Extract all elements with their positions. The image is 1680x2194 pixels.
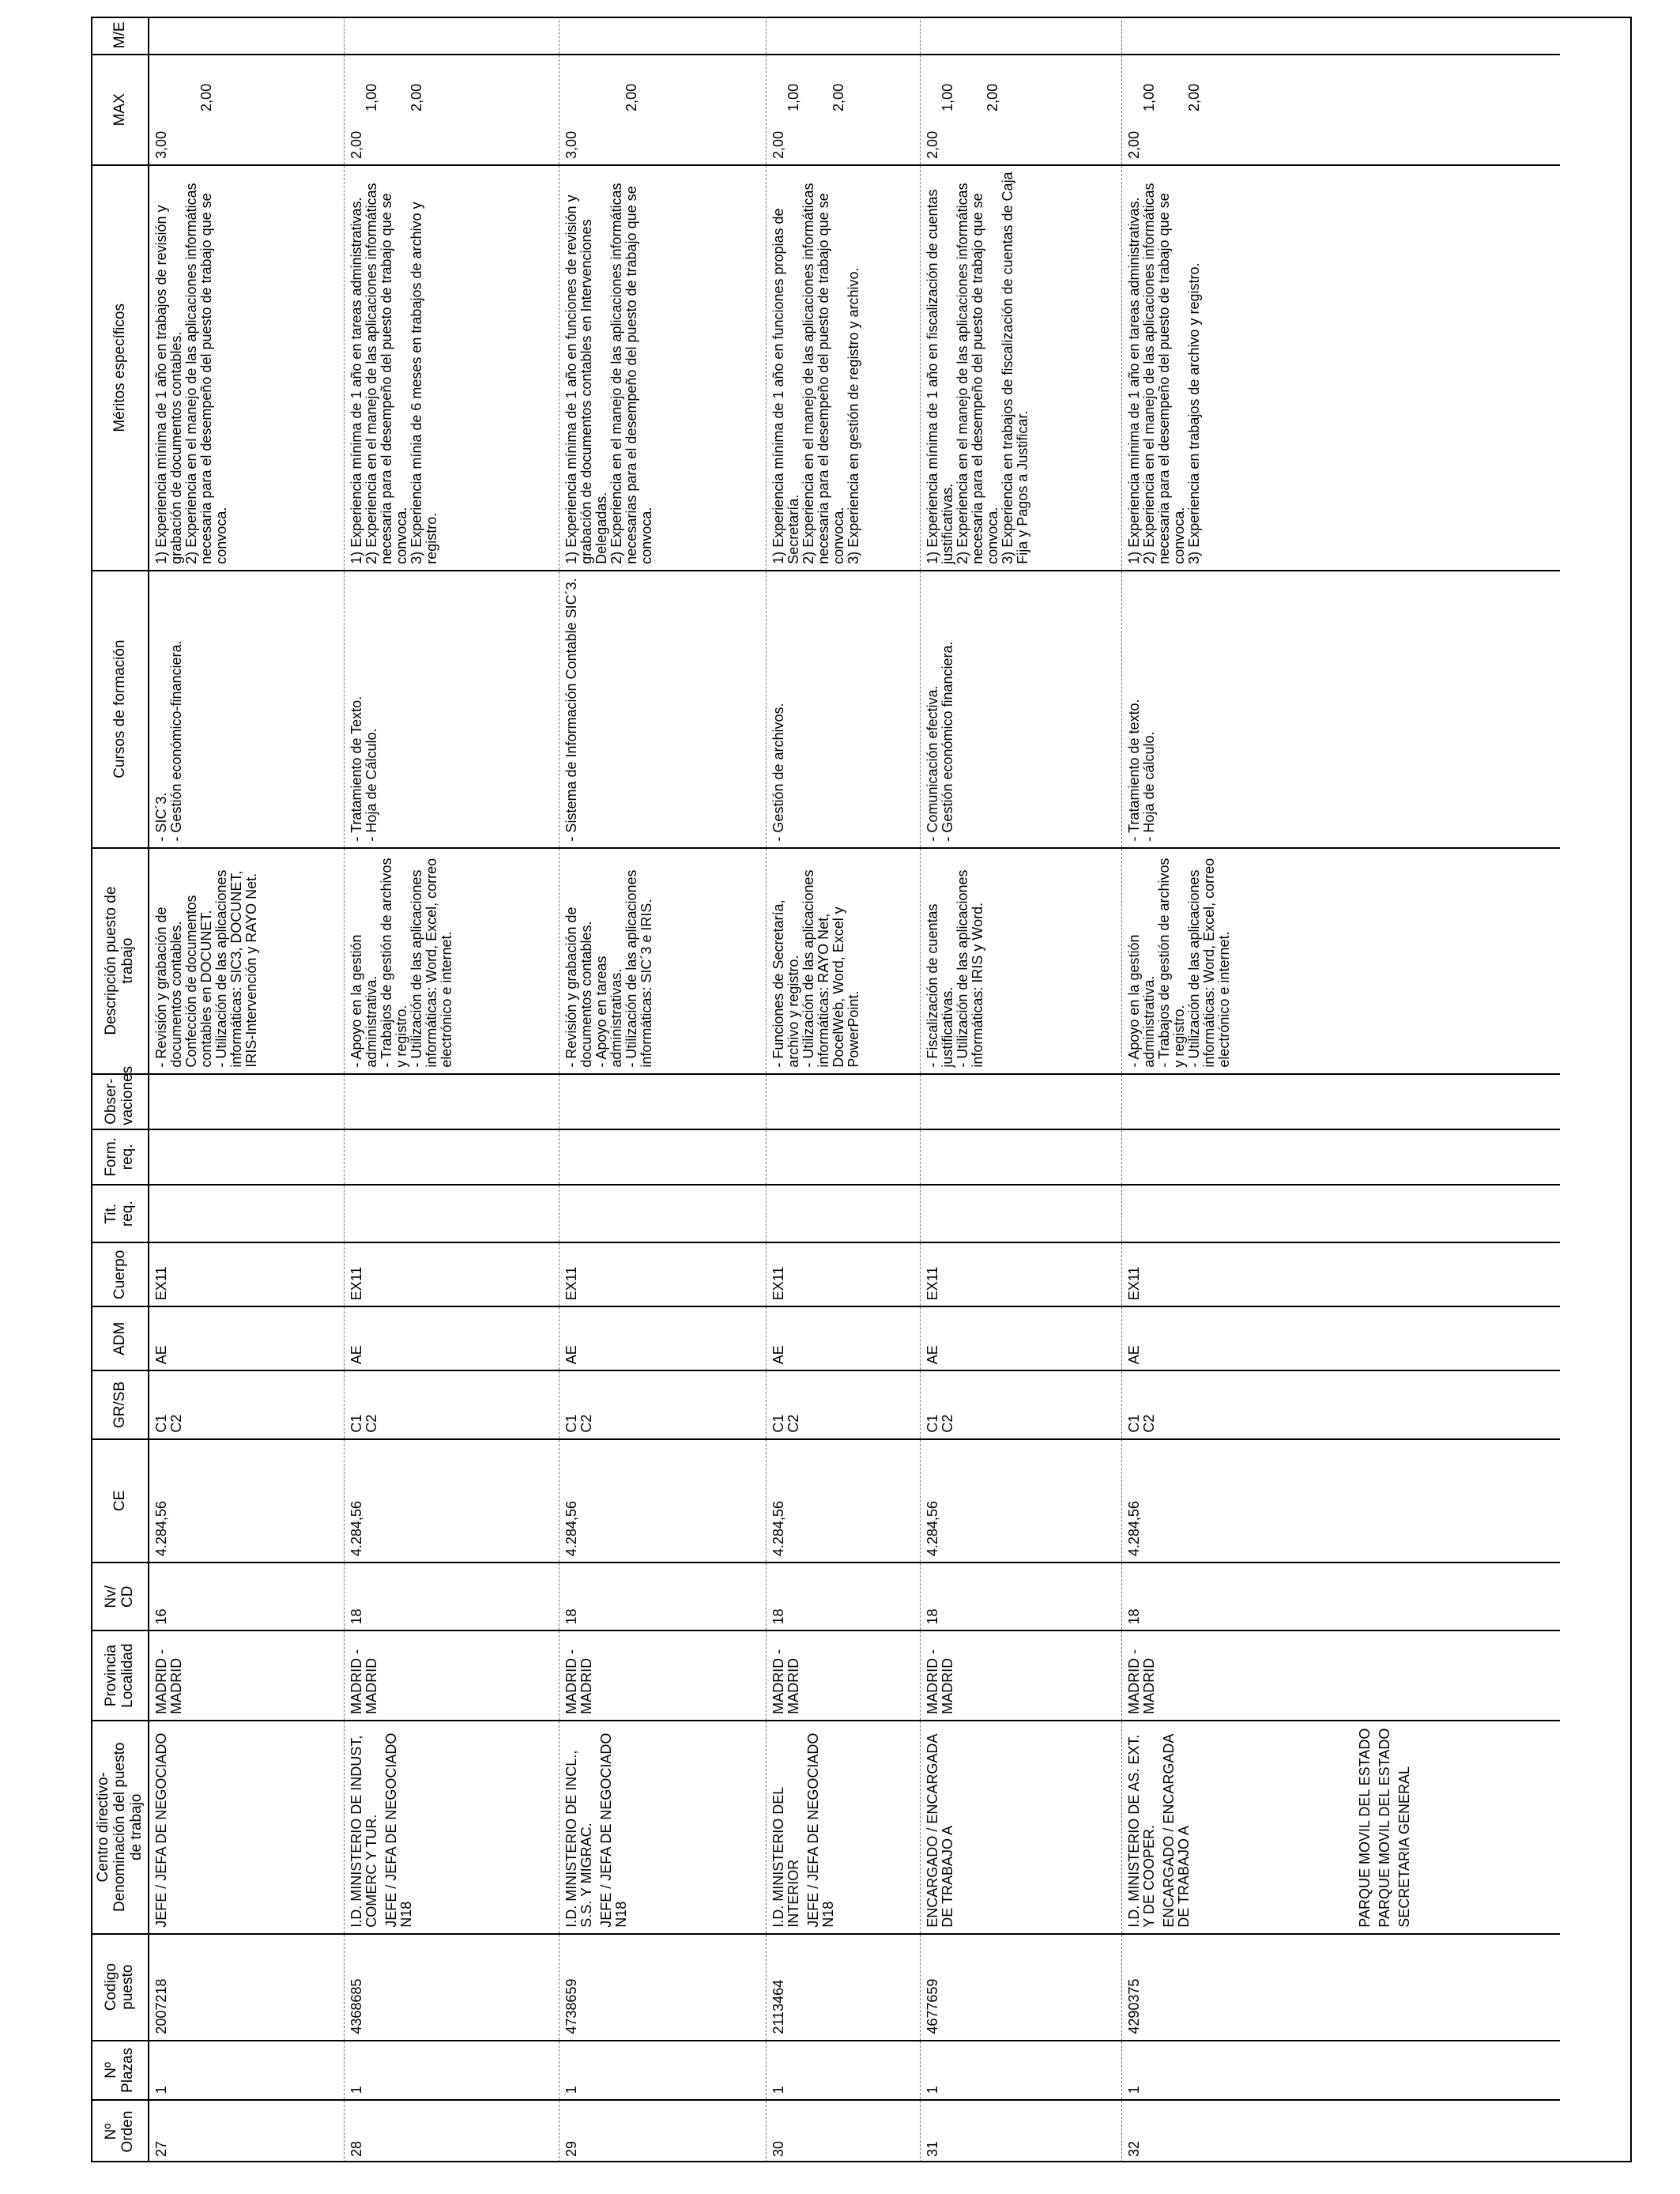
cursos-text: - Gestión de archivos.	[770, 703, 786, 842]
cell-adm	[559, 1306, 766, 1370]
grupo-value: C1 C2	[1125, 1414, 1157, 1433]
cell-cursos	[149, 571, 344, 848]
cell-plazas	[344, 2041, 559, 2101]
adm-value: AE	[924, 1345, 940, 1365]
max-value	[816, 61, 831, 159]
cell-centro	[559, 1721, 766, 1934]
cell-orden	[1121, 2100, 1560, 2162]
header-grupo: GR/SB	[91, 1370, 149, 1438]
header-ce: CE	[91, 1439, 149, 1563]
cell-ce	[766, 1439, 920, 1563]
max-value: 3,00	[563, 130, 579, 159]
max-value: 2,00	[623, 83, 639, 111]
plazas-value: 1	[924, 2086, 940, 2094]
header-tit: Tit. req.	[91, 1185, 149, 1242]
positions-table	[91, 17, 1560, 2162]
cell-provincia	[920, 1630, 1121, 1720]
cell-cuerpo	[920, 1242, 1121, 1306]
cell-tit	[344, 1185, 559, 1242]
cell-form	[1121, 1129, 1560, 1185]
extra-entity: SECRETARIA GENERAL	[1396, 1766, 1412, 1928]
cell-me	[1121, 17, 1560, 55]
cell-cuerpo	[1121, 1242, 1560, 1306]
cell-grupo	[344, 1370, 559, 1438]
cell-grupo	[559, 1370, 766, 1438]
cell-codigo	[920, 1934, 1121, 2041]
ce-value: 4.284,56	[563, 1501, 579, 1557]
cell-me	[559, 17, 766, 55]
puesto-name: JEFE / JEFA DE NEGOCIADO N18	[597, 1732, 629, 1928]
table-row	[149, 17, 344, 2162]
merito-text: 1) Experiencia mínima de 1 año en trabajos de revisión y grabación de documentos contables.	[153, 205, 184, 564]
cell-provincia	[766, 1630, 920, 1720]
cell-meritos	[920, 165, 1121, 571]
header-codigo: Codigo puesto	[91, 1934, 149, 2041]
orden-value: 27	[153, 2140, 169, 2157]
cell-meritos	[559, 165, 766, 571]
max-value	[970, 61, 985, 159]
merito-text: 1) Experiencia mínima de 1 año en funciones de revisión y grabación de documentos contables en Intervenciones Delegadas. 2) Experiencia en el manejo de las aplicaciones informáticas necesarias para el desempeño del puesto de trabajo que se convoca.	[563, 183, 654, 564]
descripcion-text: - Funciones de Secretaría, archivo y registro. - Utilización de las aplicaciones informáticas: RAYO Net, DocelWeb, Word, Excel y PowerPoint.	[770, 869, 861, 1068]
cell-centro	[1121, 1721, 1560, 1934]
cell-descripcion	[766, 848, 920, 1074]
cell-centro	[766, 1721, 920, 1934]
grupo-value: C1 C2	[153, 1414, 184, 1433]
cell-tit	[1121, 1185, 1560, 1242]
nivel-value: 18	[348, 1608, 364, 1625]
cell-ce	[149, 1439, 344, 1563]
max-value: 1,00	[785, 83, 801, 111]
adm-value: AE	[348, 1345, 364, 1365]
header-row	[91, 17, 149, 2162]
orden-value: 28	[348, 2140, 364, 2157]
max-value: 2,00	[198, 83, 214, 111]
nivel-value: 18	[563, 1608, 579, 1625]
cell-max	[766, 55, 920, 165]
cuerpo-value: EX11	[1125, 1266, 1142, 1301]
provincia-value: MADRID - MADRID	[924, 1649, 955, 1714]
cursos-text: - Comunicación efectiva. - Gestión económico financiera.	[924, 641, 955, 842]
descripcion-text: - Revisión y grabación de documentos contables. - Apoyo en tareas administrativas. - Utilización de las aplicaciones informáticas: SIC´3 e IRIS.	[563, 869, 654, 1068]
grupo-value: C1 C2	[924, 1414, 955, 1433]
max-value	[184, 61, 199, 159]
cell-cursos	[1121, 571, 1560, 848]
codigo-value: 4738659	[563, 1978, 579, 2034]
cell-cursos	[559, 571, 766, 848]
nivel-value: 18	[924, 1608, 940, 1625]
provincia-value: MADRID - MADRID	[1125, 1649, 1157, 1714]
cell-orden	[344, 2100, 559, 2162]
plazas-value: 1	[1125, 2086, 1142, 2094]
descripcion-text: - Apoyo en la gestión administrativa. - Trabajos de gestión de archivos y registro. - Utilización de las aplicaciones informáticas: Word, Excel, correo electrónico e internet.	[348, 858, 454, 1068]
orden-value: 29	[563, 2140, 579, 2157]
header-form: Form. req.	[91, 1129, 149, 1185]
cell-nivel	[559, 1563, 766, 1630]
grupo-value: C1 C2	[770, 1414, 801, 1433]
max-value	[594, 61, 609, 159]
descripcion-text: - Fiscalización de cuentas justificativas. - Utilización de las aplicaciones informáticas: IRIS y Word.	[924, 869, 985, 1068]
cell-form	[766, 1129, 920, 1185]
nivel-value: 18	[770, 1608, 786, 1625]
max-value: 2,00	[924, 130, 940, 159]
cell-ce	[920, 1439, 1121, 1563]
header-max: MAX	[91, 55, 149, 165]
cell-nivel	[344, 1563, 559, 1630]
ce-value: 4.284,56	[770, 1501, 786, 1557]
table-row	[920, 17, 1121, 2162]
header-centro: Centro directivo- Denominación del puesto de trabajo	[91, 1721, 149, 1934]
ce-value: 4.284,56	[924, 1501, 940, 1557]
cell-cursos	[920, 571, 1121, 848]
max-value: 1,00	[939, 83, 955, 111]
descripcion-text: - Apoyo en la gestión administrativa. - Trabajos de gestión de archivos y registro. - Utilización de las aplicaciones informáticas: Word, Excel, correo electrónico e internet.	[1125, 858, 1232, 1068]
cell-cuerpo	[559, 1242, 766, 1306]
cell-grupo	[766, 1370, 920, 1438]
codigo-value: 4368685	[348, 1978, 364, 2034]
cell-tit	[149, 1185, 344, 1242]
cell-grupo	[149, 1370, 344, 1438]
provincia-value: MADRID - MADRID	[153, 1649, 184, 1714]
max-value	[394, 61, 409, 159]
cell-obs	[149, 1074, 344, 1129]
puesto-name: JEFE / JEFA DE NEGOCIADO N18	[804, 1732, 836, 1928]
cell-descripcion	[559, 848, 766, 1074]
merito-text: 1) Experiencia mínima de 1 año en tareas administrativas. 2) Experiencia en el manejo de las aplicaciones informáticas necesaria para el desempeño del puesto de trabajo que se convoca. 3) Experiencia mínia de 6 meses en trabajos de archivo y registro.	[348, 183, 439, 564]
cell-obs	[1121, 1074, 1560, 1129]
puesto-name: ENCARGADO / ENCARGADA DE TRABAJO A	[924, 1734, 955, 1928]
cell-cuerpo	[344, 1242, 559, 1306]
max-value: 2,00	[984, 83, 1000, 111]
header-obs: Obser- vaciones	[91, 1074, 149, 1129]
header-cuerpo: Cuerpo	[91, 1242, 149, 1306]
cell-nivel	[920, 1563, 1121, 1630]
cell-centro	[344, 1721, 559, 1934]
cell-provincia	[149, 1630, 344, 1720]
header-orden: Nº Orden	[91, 2100, 149, 2162]
plazas-value: 1	[348, 2086, 364, 2094]
cell-descripcion	[149, 848, 344, 1074]
extra-entity: PARQUE MOVIL DEL ESTADO	[1376, 1728, 1392, 1928]
centro-directivo: I.D. MINISTERIO DE AS. EXT. Y DE COOPER.	[1125, 1734, 1157, 1928]
cell-obs	[920, 1074, 1121, 1129]
puesto-name: JEFE / JEFA DE NEGOCIADO	[153, 1732, 169, 1928]
cell-cursos	[344, 571, 559, 848]
cell-adm	[344, 1306, 559, 1370]
cell-cuerpo	[149, 1242, 344, 1306]
merito-text: 1) Experiencia mínima de 1 año en fiscalización de cuentas justificativas. 2) Experiencia en el manejo de las aplicaciones informáticas necesaria para el desempeño del puesto de trabajo que se convoca. 3) Experiencia en trabajos de fiscalización de cuentas de Caja Fija y Pagos a Justificar.	[924, 172, 1030, 564]
cell-centro	[920, 1721, 1121, 1934]
cell-nivel	[149, 1563, 344, 1630]
cell-plazas	[149, 2041, 344, 2101]
table-body	[149, 17, 1560, 2162]
ce-value: 4.284,56	[348, 1501, 364, 1557]
cursos-text: - Sistema de Información Contable SIC´3.	[563, 578, 579, 842]
cell-codigo	[766, 1934, 920, 2041]
cell-orden	[766, 2100, 920, 2162]
cell-plazas	[766, 2041, 920, 2101]
cell-descripcion	[1121, 848, 1560, 1074]
cell-form	[149, 1129, 344, 1185]
cell-plazas	[1121, 2041, 1560, 2101]
table-row	[1121, 17, 1560, 2162]
adm-value: AE	[563, 1345, 579, 1365]
max-value	[379, 61, 394, 159]
nivel-value: 16	[153, 1608, 169, 1625]
header-nivel: Nv/ CD	[91, 1563, 149, 1630]
cell-ce	[344, 1439, 559, 1563]
header-adm: ADM	[91, 1306, 149, 1370]
cell-provincia	[1121, 1630, 1560, 1720]
cell-obs	[766, 1074, 920, 1129]
cell-centro	[149, 1721, 344, 1934]
cell-me	[766, 17, 920, 55]
cell-descripcion	[344, 848, 559, 1074]
cell-grupo	[1121, 1370, 1560, 1438]
cell-orden	[920, 2100, 1121, 2162]
grupo-value: C1 C2	[563, 1414, 594, 1433]
max-value	[169, 61, 184, 159]
cell-obs	[344, 1074, 559, 1129]
orden-value: 32	[1125, 2140, 1142, 2157]
cell-ce	[1121, 1439, 1560, 1563]
orden-value: 30	[770, 2140, 786, 2157]
cell-codigo	[149, 1934, 344, 2041]
cell-meritos	[766, 165, 920, 571]
centro-directivo: I.D. MINISTERIO DEL INTERIOR	[770, 1787, 801, 1928]
cell-max	[920, 55, 1121, 165]
cuerpo-value: EX11	[924, 1266, 940, 1301]
cell-tit	[766, 1185, 920, 1242]
header-provincia: Provincia Localidad	[91, 1630, 149, 1720]
cell-cursos	[766, 571, 920, 848]
header-plazas: Nº Plazas	[91, 2041, 149, 2101]
max-value: 2,00	[770, 130, 786, 159]
cell-orden	[559, 2100, 766, 2162]
header-meritos: Méritos específicos	[91, 165, 149, 571]
cell-codigo	[559, 1934, 766, 2041]
cell-tit	[559, 1185, 766, 1242]
provincia-value: MADRID - MADRID	[348, 1649, 379, 1714]
cuerpo-value: EX11	[563, 1266, 579, 1301]
nivel-value: 18	[1125, 1608, 1142, 1625]
codigo-value: 4677659	[924, 1978, 940, 2034]
cell-max	[559, 55, 766, 165]
provincia-value: MADRID - MADRID	[770, 1649, 801, 1714]
cell-tit	[920, 1185, 1121, 1242]
max-value: 2,00	[348, 130, 364, 159]
cell-descripcion	[920, 848, 1121, 1074]
cell-meritos	[149, 165, 344, 571]
cuerpo-value: EX11	[348, 1266, 364, 1301]
cell-me	[149, 17, 344, 55]
max-value: 2,00	[830, 83, 846, 111]
max-value: 2,00	[1125, 130, 1142, 159]
cell-max	[344, 55, 559, 165]
descripcion-text: - Revisión y grabación de documentos contables. Confección de documentos contables en DOCUNET. - Utilización de las aplicaciones informáticas: SIC3, DOCUNET, IRIS-Intervención y RAYO Net.	[153, 869, 259, 1068]
table-row	[344, 17, 559, 2162]
orden-value: 31	[924, 2140, 940, 2157]
max-value	[609, 61, 624, 159]
cell-me	[344, 17, 559, 55]
max-value: 2,00	[408, 83, 424, 111]
centro-directivo: I.D. MINISTERIO DE INCL., S.S. Y MIGRAC.	[563, 1750, 594, 1928]
cell-adm	[766, 1306, 920, 1370]
plazas-value: 1	[770, 2086, 786, 2094]
cursos-text: - Tratamiento de Texto. - Hoja de Cálculo.	[348, 696, 379, 842]
cell-form	[559, 1129, 766, 1185]
codigo-value: 4290375	[1125, 1978, 1142, 2034]
max-value: 2,00	[1185, 83, 1202, 111]
cell-provincia	[344, 1630, 559, 1720]
max-value	[1172, 61, 1187, 159]
centro-directivo: I.D. MINISTERIO DE INDUST, COMERC Y TUR.	[348, 1735, 379, 1928]
cell-adm	[1121, 1306, 1560, 1370]
max-value: 1,00	[363, 83, 379, 111]
puesto-name: JEFE / JEFA DE NEGOCIADO N18	[382, 1732, 414, 1928]
cell-form	[344, 1129, 559, 1185]
cell-plazas	[559, 2041, 766, 2101]
cursos-text: - SIC´3. - Gestión económico-financiera.	[153, 640, 184, 842]
max-value: 3,00	[153, 130, 169, 159]
cell-meritos	[1121, 165, 1560, 571]
cell-nivel	[1121, 1563, 1560, 1630]
header-cursos: Cursos de formación	[91, 571, 149, 848]
cell-provincia	[559, 1630, 766, 1720]
cell-meritos	[344, 165, 559, 571]
cell-cuerpo	[766, 1242, 920, 1306]
max-value	[579, 61, 594, 159]
grupo-value: C1 C2	[348, 1414, 379, 1433]
plazas-value: 1	[563, 2086, 579, 2094]
ce-value: 4.284,56	[153, 1501, 169, 1557]
cell-me	[920, 17, 1121, 55]
merito-text: 1) Experiencia mínima de 1 año en funciones propias de Secretaría. 2) Experiencia en el manejo de las aplicaciones informáticas necesaria para el desempeño del puesto de trabajo que se convoca. 3) Experiencia en gestión de registro y archivo.	[770, 183, 861, 564]
cell-obs	[559, 1074, 766, 1129]
merito-text: 2) Experiencia en el manejo de las aplicaciones informáticas necesaria para el desempeño del puesto de trabajo que se convoca.	[183, 183, 229, 564]
max-value: 1,00	[1140, 83, 1157, 111]
table-row	[766, 17, 920, 2162]
cell-max	[1121, 55, 1560, 165]
cell-adm	[149, 1306, 344, 1370]
cell-form	[920, 1129, 1121, 1185]
adm-value: AE	[770, 1345, 786, 1365]
table-row	[559, 17, 766, 2162]
adm-value: AE	[153, 1345, 169, 1365]
cell-codigo	[344, 1934, 559, 2041]
puesto-name: ENCARGADO / ENCARGADA DE TRABAJO A	[1160, 1734, 1192, 1928]
cell-nivel	[766, 1563, 920, 1630]
cell-plazas	[920, 2041, 1121, 2101]
ce-value: 4.284,56	[1125, 1501, 1142, 1557]
cell-codigo	[1121, 1934, 1560, 2041]
cuerpo-value: EX11	[770, 1266, 786, 1301]
header-descripcion: Descripción puesto de trabajo	[91, 848, 149, 1074]
max-value	[955, 61, 970, 159]
codigo-value: 2113464	[770, 1979, 786, 2034]
header-me: M/E	[91, 17, 149, 55]
cell-adm	[920, 1306, 1121, 1370]
cell-orden	[149, 2100, 344, 2162]
cell-max	[149, 55, 344, 165]
plazas-value: 1	[153, 2086, 169, 2094]
cursos-text: - Tratamiento de texto. - Hoja de cálculo.	[1125, 699, 1157, 842]
cell-ce	[559, 1439, 766, 1563]
merito-text: 1) Experiencia mínima de 1 año en tareas administrativas. 2) Experiencia en el manejo de las aplicaciones informáticas necesaria para el desempeño del puesto de trabajo que se convoca. 3) Experiencia en trabajos de archivo y registro.	[1125, 183, 1202, 564]
max-value	[1157, 61, 1172, 159]
provincia-value: MADRID - MADRID	[563, 1649, 594, 1714]
extra-entity: PARQUE MOVIL DEL ESTADO	[1356, 1728, 1373, 1928]
codigo-value: 2007218	[153, 1978, 169, 2034]
cell-grupo	[920, 1370, 1121, 1438]
adm-value: AE	[1125, 1345, 1142, 1365]
max-value	[801, 61, 816, 159]
cuerpo-value: EX11	[153, 1266, 169, 1301]
